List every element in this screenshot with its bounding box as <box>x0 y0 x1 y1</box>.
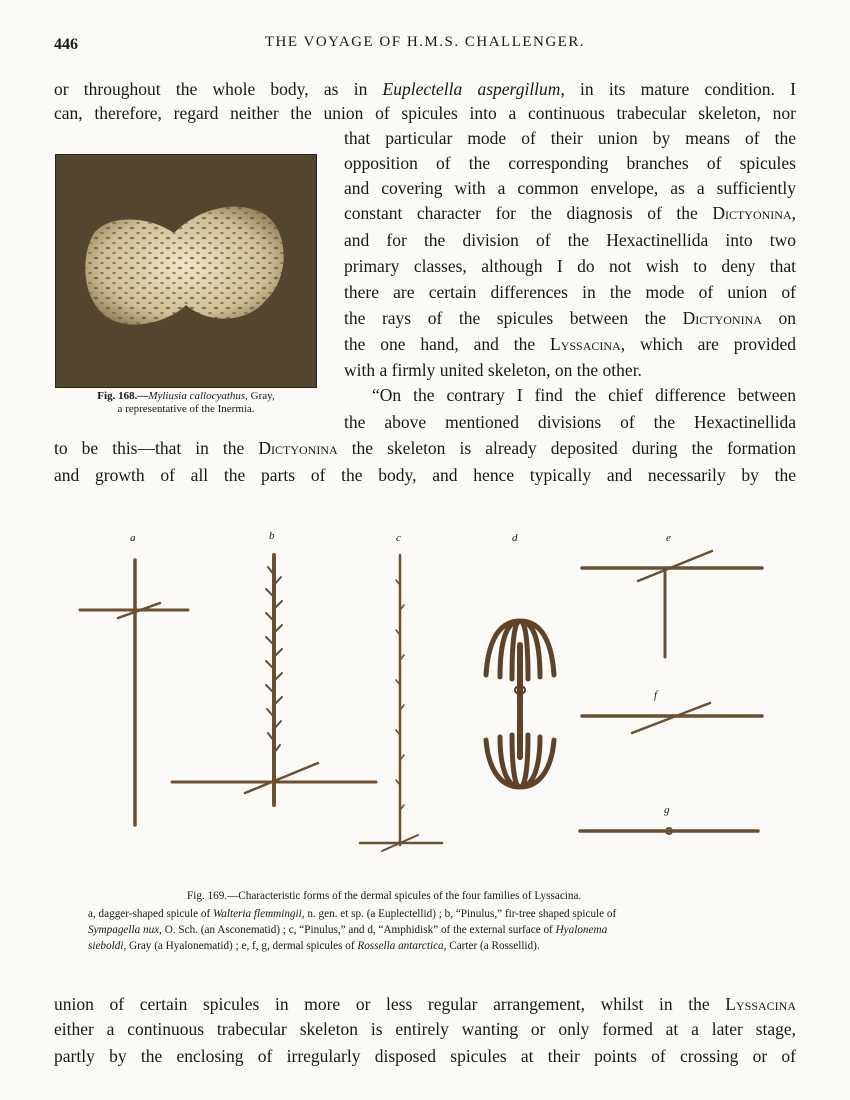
running-head: THE VOYAGE OF H.M.S. CHALLENGER. <box>264 34 586 50</box>
text-line-15: to be this—that in the Dictyonina the skeleton is already deposited during the formation <box>54 438 796 458</box>
label-g: g <box>664 804 670 816</box>
label-a: a <box>130 532 136 544</box>
label-d: d <box>512 532 518 544</box>
spicule-a <box>80 560 188 825</box>
spicule-d <box>486 621 554 787</box>
text-line-8: primary classes, although I do not wish to deny that <box>344 256 796 276</box>
text-line-4: opposition of the corresponding branches of spicules <box>344 153 796 173</box>
text-line-10: the rays of the spicules between the Dictyonina on <box>344 308 797 328</box>
spicule-f <box>582 703 762 733</box>
spicule-b <box>172 555 376 805</box>
text-line-17: union of certain spicules in more or less regular arrangement, whilst in the Lyssacina <box>54 994 796 1014</box>
text-line-2: can, therefore, regard neither the union of spicules into a continuous trabecular skeleton, nor <box>54 103 796 123</box>
text-line-13: “On the contrary I find the chief difference between <box>372 385 796 405</box>
figure-169-caption-line-3: sieboldi, Gray (a Hyalonematid) ; e, f, g, dermal spicules of Rossella antarctica, Carter (a Rossellid). <box>88 940 540 952</box>
text-line-6: constant character for the diagnosis of the Dictyonina, <box>344 203 796 223</box>
figure-169-caption-line-1: a, dagger-shaped spicule of Walteria flemmingii, n. gen. et sp. (a Euplectellid) ; b, “Pinulus,” fir-tree shaped spicule of <box>88 908 617 920</box>
text-line-14: the above mentioned divisions of the Hexactinellida <box>344 412 796 432</box>
text-line-11: the one hand, and the Lyssacina, which are provided <box>344 334 796 354</box>
text-line-19: partly by the enclosing of irregularly disposed spicules at their points of crossing or of <box>54 1046 796 1066</box>
spicule-g <box>580 828 758 834</box>
text-line-7: and for the division of the Hexactinellida into two <box>344 230 796 250</box>
figure-169-spicules <box>60 525 780 865</box>
label-f: f <box>654 689 658 701</box>
figure-168-plate <box>55 154 317 388</box>
text-line-18: either a continuous trabecular skeleton is entirely wanting or only formed at a later stage, <box>54 1019 796 1039</box>
text-line-3: that particular mode of their union by means of the <box>344 128 796 148</box>
label-c: c <box>396 532 401 544</box>
spicule-e <box>582 551 762 657</box>
sponge-illustration <box>56 155 316 387</box>
text-line-16: and growth of all the parts of the body, and hence typically and necessarily by the <box>54 465 796 485</box>
text-line-5: and covering with a common envelope, as a sufficiently <box>344 178 796 198</box>
figure-169-caption-line-2: Sympagella nux, O. Sch. (an Asconematid) ; c, “Pinulus,” and d, “Amphidisk” of the external surface of Hyalonema <box>88 924 608 936</box>
label-e: e <box>666 532 671 544</box>
spicule-c <box>360 555 442 851</box>
text-line-9: there are certain differences in the mode of union of <box>344 282 796 302</box>
text-line-1: or throughout the whole body, as in Euplectella aspergillum, in its mature condition. I <box>54 79 796 99</box>
text-line-12: with a firmly united skeleton, on the other. <box>344 360 642 380</box>
figure-168-caption: Fig. 168.—Myliusia callocyathus, Gray, a representative of the Inermia. <box>97 390 275 415</box>
figure-169-caption-title: Fig. 169.—Characteristic forms of the dermal spicules of the four families of Lyssacina. <box>187 890 582 902</box>
page-number: 446 <box>54 36 78 53</box>
label-b: b <box>269 530 275 542</box>
